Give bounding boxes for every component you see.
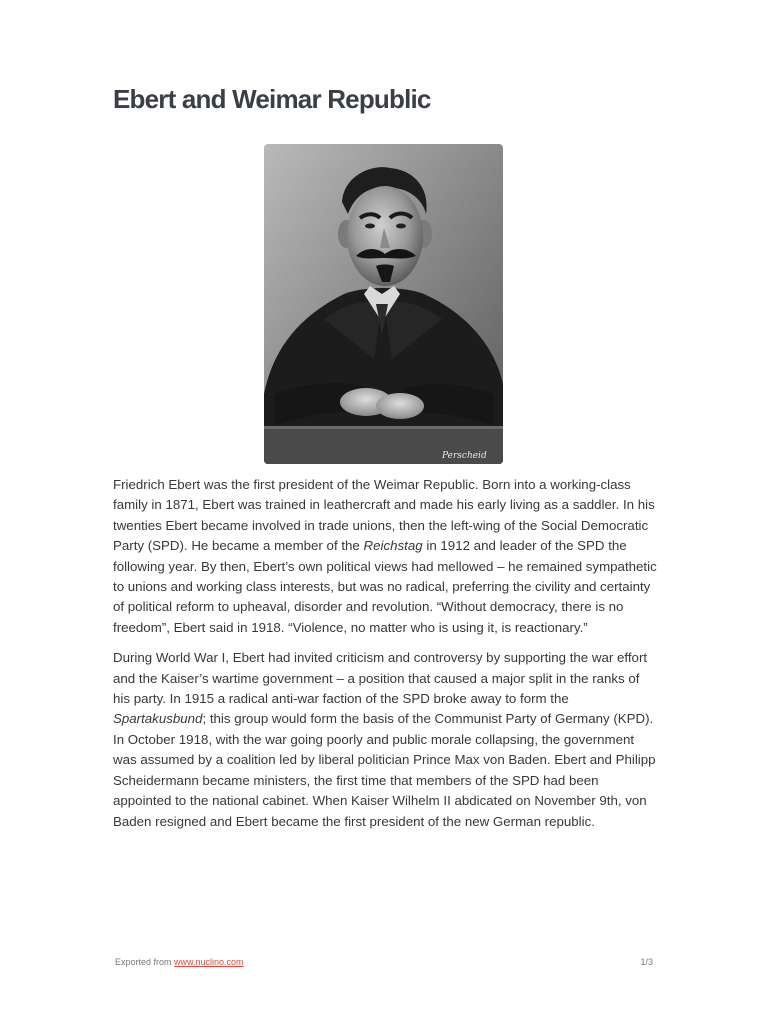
article-body bbox=[113, 475, 658, 842]
footer-export-note bbox=[115, 957, 244, 967]
page-indicator: 1/3 bbox=[640, 957, 653, 967]
portrait-photo bbox=[264, 144, 503, 464]
portrait-image bbox=[264, 144, 503, 464]
italic-term: Reichstag bbox=[363, 538, 423, 554]
paragraph-text: ; this group would form the basis of the Communist Party of Germany (KPD). In October 1918, with the war going poorly and public morale collapsing, the government was assumed by a coalition led by liberal politician Prince Max von Baden. Ebert and Philipp Scheidermann became ministers, the first time that members of the SPD had been appointed to the national cabinet. When Kaiser Wilhelm II abdicated on November 9th, von Baden resigned and Ebert became the first president of the new German republic. bbox=[113, 711, 656, 829]
photo-signature: Perscheid bbox=[442, 451, 487, 461]
footer-exported-label: Exported from bbox=[115, 957, 175, 967]
paragraph-text: Friedrich Ebert was the first president of the Weimar Republic. Born into a working-class family in 1871, Ebert was trained in leathercraft and made his early living as a saddler. In his twenties Ebert became involved in trade unions, then the left-wing of the Social Democratic Party (SPD). He became a member of the bbox=[113, 477, 655, 554]
page-title: Ebert and Weimar Republic bbox=[113, 84, 431, 114]
italic-term: Spartakusbund bbox=[113, 711, 203, 727]
page-footer bbox=[115, 957, 653, 971]
nuclino-link[interactable]: www.nuclino.com bbox=[174, 957, 244, 967]
paragraph-text: in 1912 and leader of the SPD the following year. By then, Ebert’s own political views had mellowed – he remained sympathetic to unions and working class interests, but was no radical, preferring the civility and certainty of political reform to upheaval, disorder and revolution. “Without democracy, there is no freedom”, Ebert said in 1918. “Violence, no matter who is using it, is reactionary.” bbox=[113, 538, 657, 635]
paragraph-text: During World War I, Ebert had invited criticism and controversy by supporting the war effort and the Kaiser’s wartime government – a position that caused a major split in the ranks of his party. In 1915 a radical anti-war faction of the SPD broke away to form the bbox=[113, 650, 648, 707]
body-paragraph bbox=[113, 475, 658, 638]
body-paragraph bbox=[113, 648, 658, 832]
